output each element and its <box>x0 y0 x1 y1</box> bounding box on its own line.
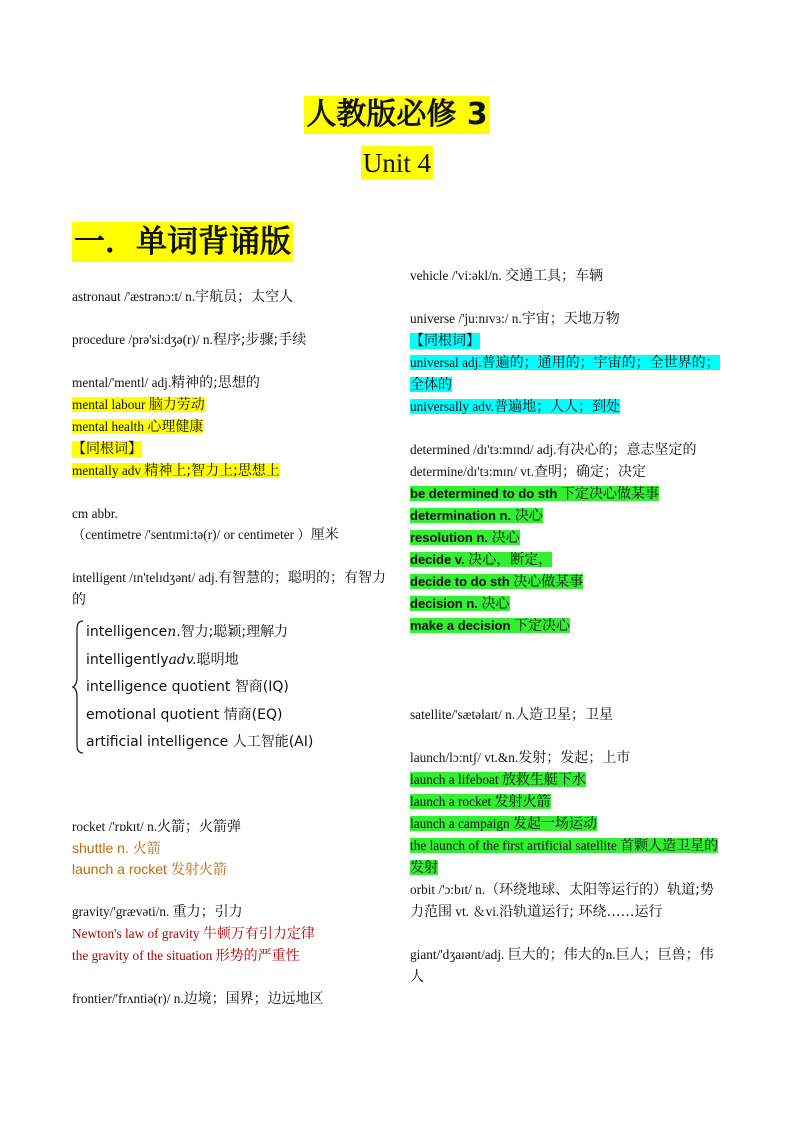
entry-cm: cm abbr. <box>72 506 118 521</box>
launch-item-satellite: the launch of the first artificial satellite 首颗人造卫星的发射 <box>410 838 719 876</box>
entry-frontier: frontier/'frʌntiə(r)/ n.边境；国界；边远地区 <box>72 991 324 1007</box>
green-item-be-determined: be determined to do sth 下定决心做某事 <box>410 486 659 502</box>
phrase-mental-health: mental health 心理健康 <box>72 419 204 435</box>
right-column-lower <box>410 704 722 988</box>
entry-mental: mental/'mentl/ adj.精神的;思想的 <box>72 375 260 391</box>
unit-title: Unit 4 <box>362 148 432 178</box>
section-heading: 一．单词背诵版 <box>74 224 291 260</box>
brace-item-eq: emotional quotient 情商(EQ) <box>86 706 283 723</box>
title-block <box>0 96 794 180</box>
green-item-decide-to-do: decide to do sth 决心做某事 <box>410 574 584 590</box>
launch-item-lifeboat: launch a lifeboat 放救生艇下水 <box>410 772 586 788</box>
phrase-launch-rocket: launch a rocket 发射火箭 <box>72 861 227 877</box>
launch-item-campaign: launch a campaign 发起一场运动 <box>410 816 598 832</box>
left-column-lower <box>72 816 392 1010</box>
launch-item-rocket: launch a rocket 发射火箭 <box>410 794 551 810</box>
phrase-universally: universally adv.普遍地；人人；到处 <box>410 399 621 415</box>
intelligence-brace-group <box>72 619 392 757</box>
entry-giant: giant/'dʒaɪənt/adj. 巨大的；伟大的n.巨人；巨兽；伟人 <box>410 947 714 985</box>
phrase-gravity-situation: the gravity of the situation 形势的严重性 <box>72 948 300 964</box>
entry-vehicle: vehicle /'vi:əkl/n. 交通工具；车辆 <box>410 268 604 284</box>
green-item-decision: decision n. 决心 <box>410 596 510 612</box>
brace-item-ai: artificial intelligence 人工智能(AI) <box>86 734 314 750</box>
entry-procedure: procedure /prə'si:dʒə(r)/ n.程序;步骤;手续 <box>72 332 307 348</box>
entry-rocket: rocket /'rɒkɪt/ n.火箭；火箭弹 <box>72 819 242 835</box>
entry-intelligent: intelligent /ɪn'telɪdʒənt/ adj.有智慧的；聪明的；有智力的 <box>72 570 387 608</box>
phrase-mentally: mentally adv 精神上;智力上;思想上 <box>72 463 280 479</box>
entry-launch: launch/lɔ:ntʃ/ vt.&n.发射；发起；上市 <box>410 750 631 766</box>
entry-astronaut: astronaut /'æstrənɔ:t/ n.宇航员；太空人 <box>72 289 294 305</box>
phrase-newton-law: Newton's law of gravity 牛顿万有引力定律 <box>72 926 315 942</box>
left-brace-icon <box>72 619 84 755</box>
right-column <box>410 265 722 637</box>
entry-orbit: orbit /'ɔ:bɪt/ n.（环绕地球、太阳等运行的）轨道;势力范围 vt. ＆vi.沿轨道运行; 环绕……运行 <box>410 882 714 920</box>
phrase-mental-labour: mental labour 脑力劳动 <box>72 397 205 413</box>
left-column <box>72 286 392 757</box>
root-words-label: 【同根词】 <box>72 441 142 457</box>
entry-gravity: gravity/'grævəti/n. 重力；引力 <box>72 904 243 920</box>
entry-universe: universe /'ju:nɪvɜ:/ n.宇宙；天地万物 <box>410 311 620 327</box>
brace-item-intelligence: intelligencen.智力;聪颖;理解力 <box>86 624 289 640</box>
phrase-shuttle: shuttle n. 火箭 <box>72 840 161 856</box>
brace-item-iq: intelligence quotient 智商(IQ) <box>86 679 289 695</box>
entry-determine: determine/dɪ'tɜ:mɪn/ vt.查明；确定；决定 <box>410 464 646 480</box>
green-item-make-decision: make a decision 下定决心 <box>410 618 571 634</box>
root-words-label-right: 【同根词】 <box>410 333 480 349</box>
entry-satellite: satellite/'sætəlaɪt/ n.人造卫星；卫星 <box>410 707 614 723</box>
green-item-determination: determination n. 决心 <box>410 508 543 524</box>
document-title: 人教版必修 3 <box>306 97 488 132</box>
green-item-resolution: resolution n. 决心 <box>410 530 520 546</box>
entry-cm-definition: （centimetre /'sentɪmi:tə(r)/ or centimeter ）厘米 <box>72 527 339 543</box>
brace-item-intelligently: intelligentlyadv.聪明地 <box>86 651 239 668</box>
green-item-decide: decide v. 决心，断定， <box>410 552 553 568</box>
phrase-universal: universal adj.普遍的；通用的；宇宙的；全世界的；全体的 <box>410 355 720 393</box>
entry-determined: determined /dɪ'tɜ:mɪnd/ adj.有决心的；意志坚定的 <box>410 442 697 458</box>
